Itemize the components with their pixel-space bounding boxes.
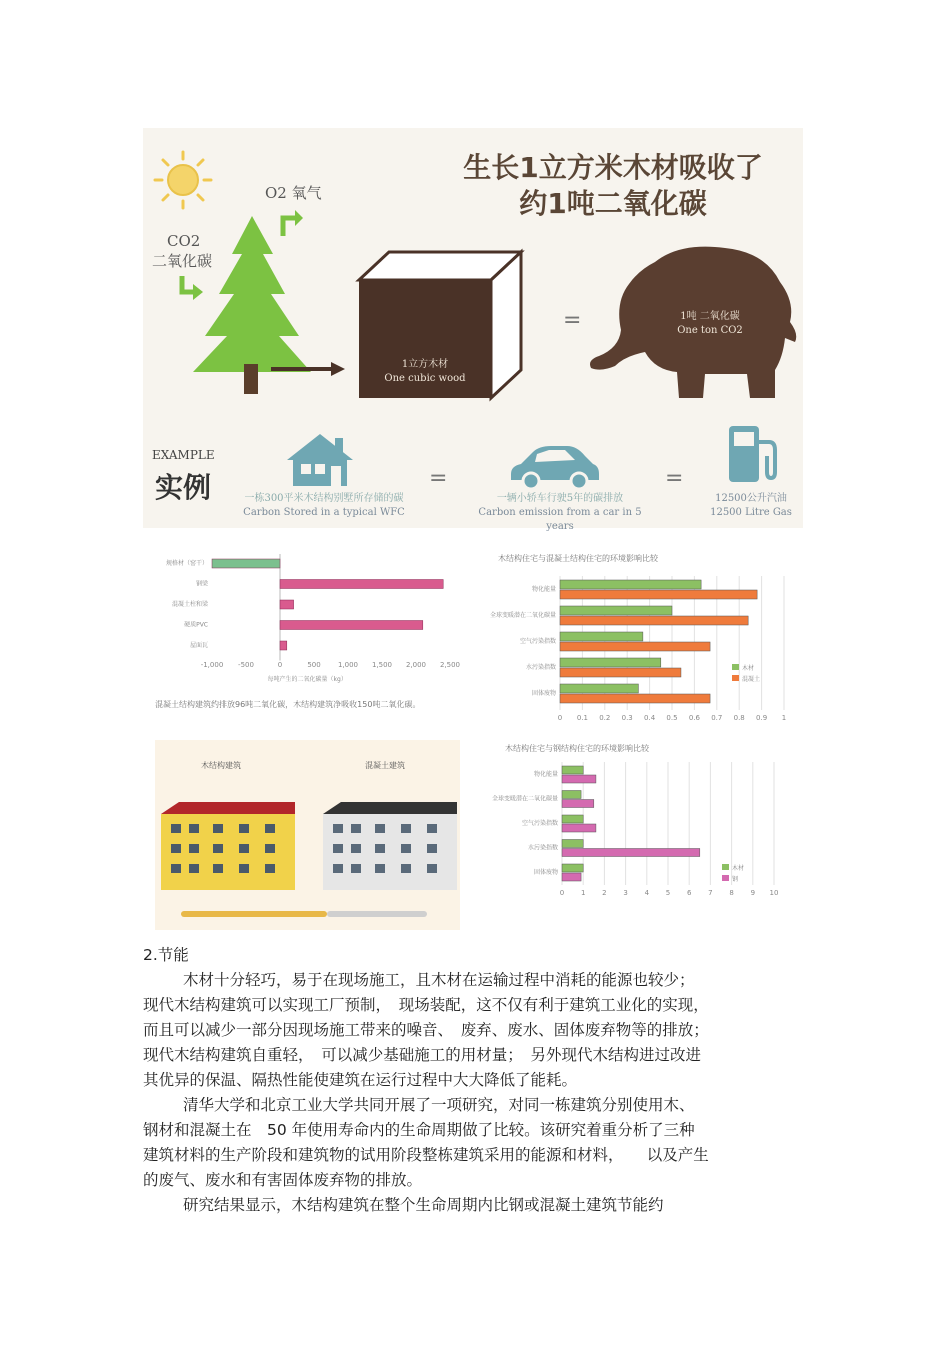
tick-label: -1,000 bbox=[200, 661, 224, 669]
category-label: 物化能量 bbox=[531, 586, 556, 593]
carbon-infographic bbox=[143, 128, 803, 532]
bar bbox=[560, 580, 701, 589]
paragraph-line: 钢材和混凝土在 50 年使用寿命内的生命周期做了比较。该研究着重分析了三种 bbox=[143, 1121, 695, 1139]
tick-label: 2,500 bbox=[439, 661, 461, 669]
tick-label: 0.3 bbox=[621, 714, 633, 722]
tick-label: 3 bbox=[623, 889, 628, 897]
tick-label: 0.1 bbox=[576, 714, 588, 722]
category-label: 混凝土柱和梁 bbox=[171, 601, 208, 608]
section-heading: 2.节能 bbox=[143, 946, 189, 964]
bar bbox=[560, 668, 681, 677]
tick-label: 1,500 bbox=[371, 661, 393, 669]
tick-label: 0 bbox=[277, 661, 283, 669]
tick-label: 0.4 bbox=[644, 714, 656, 722]
paragraph-line: 而且可以减少一部分因现场施工带来的噪音、 废弃、废水、固体废弃物等的排放； bbox=[143, 1021, 709, 1039]
bar bbox=[280, 621, 423, 630]
paragraph-line: 现代木结构建筑可以实现工厂预制， 现场装配，这不仅有利于建筑工业化的实现， bbox=[143, 996, 709, 1014]
cube-label-en: One cubic wood bbox=[384, 373, 466, 384]
tick-label: 1 bbox=[580, 889, 586, 897]
tick-label: 9 bbox=[750, 889, 756, 897]
tick-label: 7 bbox=[708, 889, 713, 897]
tick-label: 0.7 bbox=[711, 714, 723, 722]
tick-label: 0 bbox=[557, 714, 563, 722]
bar bbox=[280, 641, 287, 650]
tick-label: 6 bbox=[686, 889, 692, 897]
bar bbox=[562, 849, 700, 857]
tick-label: 500 bbox=[307, 661, 321, 669]
bar bbox=[560, 606, 672, 615]
co2-label: CO2 bbox=[167, 232, 201, 250]
example-label: EXAMPLE bbox=[152, 448, 215, 462]
equals-sign: = bbox=[665, 466, 684, 491]
legend-label: 木材 bbox=[732, 865, 745, 872]
category-label: 硬质PVC bbox=[184, 621, 208, 629]
tick-label: -500 bbox=[238, 661, 254, 669]
tick-label: 1,000 bbox=[337, 661, 359, 669]
infographic-title bbox=[448, 150, 778, 222]
category-label: 固体废物 bbox=[531, 690, 556, 697]
elephant-label-cn: 1吨 二氧化碳 bbox=[680, 311, 740, 322]
tick-label: 4 bbox=[644, 889, 650, 897]
tick-label: 0.8 bbox=[733, 714, 745, 722]
wood-building-label: 木结构建筑 bbox=[201, 761, 241, 770]
co2-per-ton-chart bbox=[150, 550, 470, 690]
category-label: 物化能量 bbox=[533, 771, 558, 778]
example-label-cn: 实例 bbox=[155, 471, 212, 504]
legend-swatch bbox=[732, 664, 739, 670]
legend-label: 钢 bbox=[732, 876, 739, 883]
buildings-illustration bbox=[155, 740, 460, 930]
tick-label: 8 bbox=[729, 889, 734, 897]
category-label: 空气污染指数 bbox=[519, 638, 556, 645]
x-axis-label: 每吨产生的二氧化碳量（kg） bbox=[267, 676, 347, 683]
elephant-label-en: One ton CO2 bbox=[677, 325, 743, 336]
bar bbox=[560, 684, 638, 693]
tick-label: 0.6 bbox=[688, 714, 700, 722]
co2-label-cn: 二氧化碳 bbox=[152, 252, 213, 270]
bar bbox=[562, 815, 583, 823]
bar bbox=[280, 600, 294, 609]
category-label: 钢梁 bbox=[195, 580, 208, 588]
tick-label: 1 bbox=[781, 714, 787, 722]
legend-label: 木材 bbox=[742, 665, 755, 672]
bar bbox=[560, 632, 643, 641]
tick-label: 2 bbox=[602, 889, 607, 897]
bar bbox=[562, 775, 596, 783]
bar bbox=[562, 864, 583, 872]
wood-vs-steel-chart bbox=[491, 758, 790, 900]
category-label: 全球变暖潜在二氧化碳量 bbox=[489, 612, 556, 619]
legend-label: 混凝土 bbox=[742, 676, 761, 683]
legend-swatch bbox=[722, 875, 729, 881]
car-caption: 一辆小轿车行驶5年的碳排放 Carbon emission from a car in 5 years bbox=[478, 493, 642, 532]
house-caption: 一栋300平米木结构别墅所存储的碳 Carbon Stored in a typical WFC bbox=[243, 493, 405, 518]
car-icon bbox=[507, 444, 601, 490]
title-line-1: 生长1立方米木材吸收了 bbox=[463, 151, 763, 184]
tick-label: 5 bbox=[665, 889, 671, 897]
chart-title: 木结构住宅与混凝土结构住宅的环境影响比较 bbox=[498, 554, 658, 563]
concrete-building-icon bbox=[321, 800, 461, 892]
bar bbox=[560, 694, 710, 703]
bar bbox=[562, 873, 581, 881]
tick-label: 0.9 bbox=[756, 714, 768, 722]
arrow-right-icon bbox=[269, 360, 347, 378]
tick-label: 2,000 bbox=[405, 661, 427, 669]
gas-pump-icon bbox=[725, 424, 781, 486]
bar bbox=[562, 800, 594, 808]
bar bbox=[280, 580, 443, 589]
house-icon bbox=[285, 432, 355, 488]
o2-label: O2 氧气 bbox=[265, 184, 322, 202]
cube-label-cn: 1立方木材 bbox=[401, 359, 449, 370]
legend-swatch bbox=[722, 864, 729, 870]
tick-label: 0.2 bbox=[599, 714, 611, 722]
equals-sign: = bbox=[429, 466, 448, 491]
tick-label: 0.5 bbox=[666, 714, 678, 722]
legend-swatch bbox=[732, 675, 739, 681]
timeline-bar bbox=[179, 906, 429, 922]
bar bbox=[560, 642, 710, 651]
category-label: 固体废物 bbox=[533, 869, 558, 876]
wood-building-icon bbox=[159, 800, 299, 892]
paragraph-line: 现代木结构建筑自重轻， 可以减少基础施工的用材量； 另外现代木结构进过改进 bbox=[143, 1046, 702, 1064]
bar bbox=[562, 791, 581, 799]
bar bbox=[562, 840, 583, 848]
paragraph-line: 研究结果显示，木结构建筑在整个生命周期内比钢或混凝土建筑节能约 bbox=[183, 1196, 664, 1214]
gas-caption: 12500公升汽油 12500 Litre Gas bbox=[710, 493, 792, 518]
bar bbox=[560, 616, 748, 625]
title-line-2: 约1吨二氧化碳 bbox=[519, 187, 707, 220]
bar bbox=[562, 824, 596, 832]
chart-title: 木结构住宅与钢结构住宅的环境影响比较 bbox=[505, 744, 649, 753]
category-label: 屋面瓦 bbox=[189, 642, 208, 649]
category-label: 规格材（窑干） bbox=[165, 560, 208, 567]
bar bbox=[560, 590, 757, 599]
paragraph-line: 木材十分轻巧，易于在现场施工，且木材在运输过程中消耗的能源也较少； bbox=[183, 971, 695, 989]
bar bbox=[212, 559, 280, 568]
category-label: 空气污染指数 bbox=[521, 820, 558, 827]
paragraph-line: 清华大学和北京工业大学共同开展了一项研究，对同一栋建筑分别使用木、 bbox=[183, 1096, 695, 1114]
tick-label: 10 bbox=[769, 889, 779, 897]
bar bbox=[560, 658, 661, 667]
equals-sign: = bbox=[563, 308, 582, 333]
paragraph-line: 的废气、废水和有害固体废弃物的排放。 bbox=[143, 1171, 423, 1189]
wood-vs-concrete-chart bbox=[489, 568, 794, 730]
sun-icon bbox=[151, 148, 215, 212]
paragraph-line: 其优异的保温、隔热性能使建筑在运行过程中大大降低了能耗。 bbox=[143, 1071, 578, 1089]
chart-note: 混凝土结构建筑约排放96吨二氧化碳，木结构建筑净吸收150吨二氧化碳。 bbox=[155, 700, 421, 709]
category-label: 水污染指数 bbox=[527, 844, 558, 852]
tick-label: 0 bbox=[559, 889, 565, 897]
category-label: 全球变暖潜在二氧化碳量 bbox=[491, 795, 558, 803]
concrete-building-label: 混凝土建筑 bbox=[365, 761, 405, 770]
category-label: 水污染指数 bbox=[525, 664, 556, 671]
paragraph-line: 建筑材料的生产阶段和建筑物的试用阶段整栋建筑采用的能源和材料， 以及产生 bbox=[143, 1146, 709, 1164]
bar bbox=[562, 766, 583, 774]
